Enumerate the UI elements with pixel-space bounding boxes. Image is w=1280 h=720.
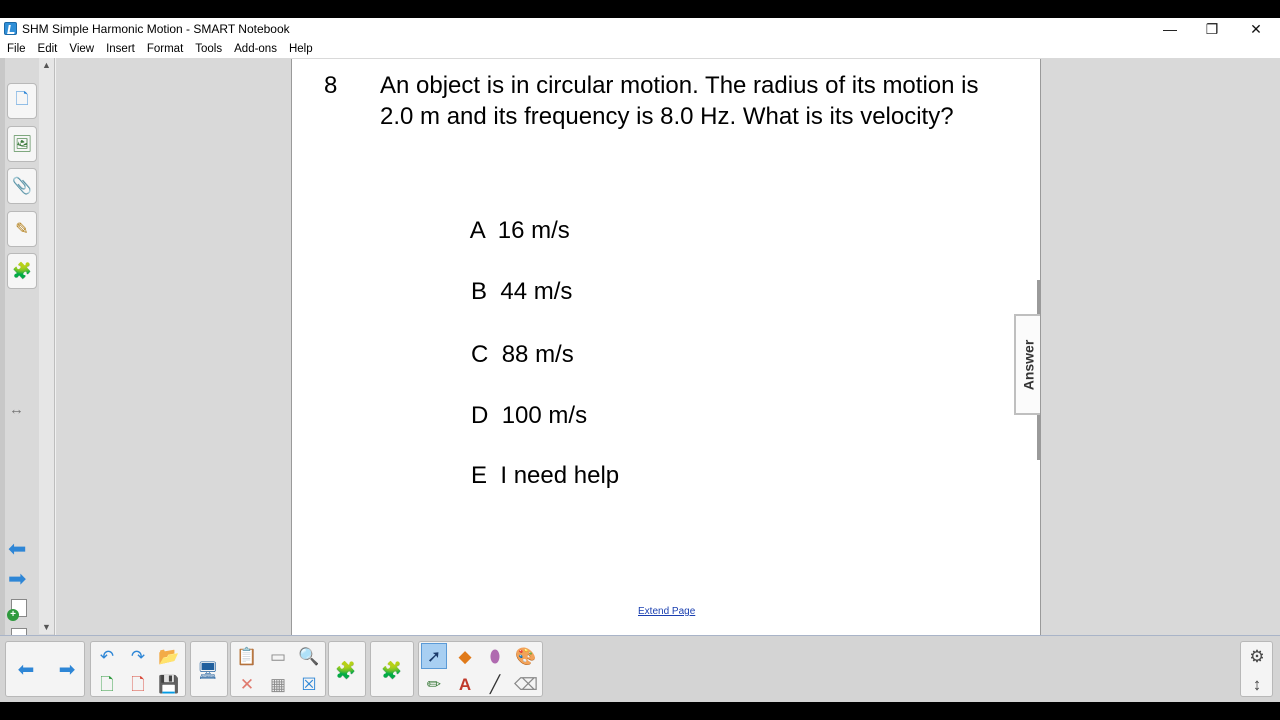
- properties-icon: ✎: [15, 221, 29, 238]
- scroll-up-arrow-icon[interactable]: ▲: [42, 60, 51, 70]
- toolbar-group-navigation: [5, 641, 85, 697]
- move-toolbar-icon[interactable]: ↕: [1252, 674, 1262, 694]
- menu-tools[interactable]: Tools: [195, 43, 223, 55]
- main-toolbar: [0, 635, 1280, 702]
- scroll-down-arrow-icon[interactable]: ▼: [42, 622, 51, 632]
- answer-letter: D: [471, 402, 489, 429]
- attachments-icon: 📎: [12, 178, 32, 195]
- left-sidebar: [0, 58, 55, 635]
- properties-tab[interactable]: [7, 211, 37, 247]
- addon-tool-icon[interactable]: 🧩: [335, 660, 357, 680]
- add-page-toolbar-icon[interactable]: 🗋: [100, 674, 114, 694]
- menu-view[interactable]: View: [69, 43, 95, 55]
- answer-pull-tab[interactable]: [1014, 314, 1040, 415]
- previous-page-icon[interactable]: ⬅: [17, 659, 35, 681]
- answer-text: 100 m/s: [501, 402, 588, 429]
- menu-bar: [0, 40, 1280, 58]
- sidebar-edge: [0, 58, 5, 635]
- open-file-icon[interactable]: 📂: [158, 646, 180, 666]
- page-sorter-tab[interactable]: [7, 83, 37, 119]
- answer-letter: C: [471, 341, 489, 368]
- answer-text: I need help: [500, 462, 620, 489]
- line-tool-icon[interactable]: ╱: [489, 674, 501, 694]
- magic-eraser-icon[interactable]: ⬮: [489, 646, 501, 666]
- addons-icon: 🧩: [12, 263, 32, 280]
- screen-shade-icon[interactable]: ▭: [269, 646, 287, 666]
- gallery-tab[interactable]: [7, 126, 37, 162]
- smart-notebook-window: [0, 18, 1280, 702]
- delete-page-toolbar-icon[interactable]: 🗋: [131, 674, 145, 694]
- title-bar: [0, 18, 1280, 40]
- attachments-tab[interactable]: [7, 168, 37, 204]
- toolbar-group-addon: [328, 641, 366, 697]
- menu-help[interactable]: Help: [288, 43, 313, 55]
- extend-page-link[interactable]: Extend Page: [638, 606, 696, 617]
- addons-tab[interactable]: [7, 253, 37, 289]
- add-page-badge: +: [7, 609, 19, 621]
- full-screen-icon[interactable]: ☒: [301, 674, 317, 694]
- close-button[interactable]: ✕: [1250, 20, 1262, 37]
- page-sorter-icon: 🗋: [15, 90, 29, 108]
- save-icon[interactable]: 💾: [158, 674, 180, 694]
- toolbar-group-file: [90, 641, 186, 697]
- answer-text: 88 m/s: [501, 341, 574, 368]
- redo-icon[interactable]: ↷: [130, 646, 146, 666]
- answer-letter: B: [471, 278, 488, 305]
- shapes-tool-icon[interactable]: ◆: [458, 646, 472, 666]
- answer-letter: A: [469, 217, 485, 244]
- text-tool-icon[interactable]: A: [458, 674, 472, 694]
- toolbar-group-edit: [230, 641, 326, 697]
- toolbar-group-addons: [370, 641, 414, 697]
- gallery-icon: 🖼: [11, 136, 33, 153]
- sidebar-scrollbar[interactable]: [39, 58, 54, 634]
- question-number: 8: [324, 72, 338, 99]
- answer-letter: E: [471, 462, 488, 489]
- screen-capture-icon[interactable]: 🔍: [298, 646, 320, 666]
- delete-icon[interactable]: ✕: [239, 674, 255, 694]
- settings-gear-icon[interactable]: ⚙: [1249, 646, 1265, 666]
- sidebar-next-page-icon[interactable]: ➡: [8, 566, 27, 591]
- answer-text: 16 m/s: [497, 217, 570, 244]
- select-tool-icon[interactable]: ➚: [421, 643, 447, 669]
- notebook-page[interactable]: [291, 59, 1041, 635]
- minimize-button[interactable]: —: [1163, 21, 1177, 37]
- sidebar-resize-handle-icon[interactable]: ↔: [9, 401, 24, 418]
- question-text: An object is in circular motion. The radius of its motion is 2.0 m and its frequency is 8.0 Hz. What is its velocity?: [380, 72, 979, 130]
- answer-tab-label: Answer: [1020, 339, 1037, 390]
- window-title: SHM Simple Harmonic Motion - SMART Notebook: [22, 22, 290, 36]
- menu-insert[interactable]: Insert: [106, 43, 135, 55]
- restore-button[interactable]: ❐: [1205, 20, 1219, 37]
- insert-table-icon[interactable]: ▦: [269, 674, 287, 694]
- toolbar-group-tools: [418, 641, 543, 697]
- toolbar-group-settings: [1240, 641, 1273, 697]
- answer-option-e: [431, 434, 619, 518]
- paste-icon[interactable]: 📋: [236, 646, 258, 666]
- toolbar-group-display: [190, 641, 228, 697]
- fill-tool-icon[interactable]: 🎨: [515, 646, 537, 666]
- answer-text: 44 m/s: [500, 278, 573, 305]
- menu-addons[interactable]: Add-ons: [234, 43, 277, 55]
- pens-tool-icon[interactable]: ✏: [426, 674, 442, 694]
- addons-toolbar-icon[interactable]: 🧩: [381, 660, 403, 680]
- menu-edit[interactable]: Edit: [37, 43, 58, 55]
- menu-format[interactable]: Format: [146, 43, 184, 55]
- display-screens-icon[interactable]: 🖥: [197, 660, 219, 680]
- add-page-icon[interactable]: [10, 599, 27, 620]
- eraser-tool-icon[interactable]: ⌫: [513, 674, 539, 694]
- menu-file[interactable]: File: [7, 43, 26, 55]
- undo-icon[interactable]: ↶: [99, 646, 115, 666]
- sidebar-previous-page-icon[interactable]: ⬅: [8, 536, 27, 561]
- next-page-icon[interactable]: ➡: [58, 659, 76, 681]
- smart-notebook-app-icon: [4, 22, 17, 35]
